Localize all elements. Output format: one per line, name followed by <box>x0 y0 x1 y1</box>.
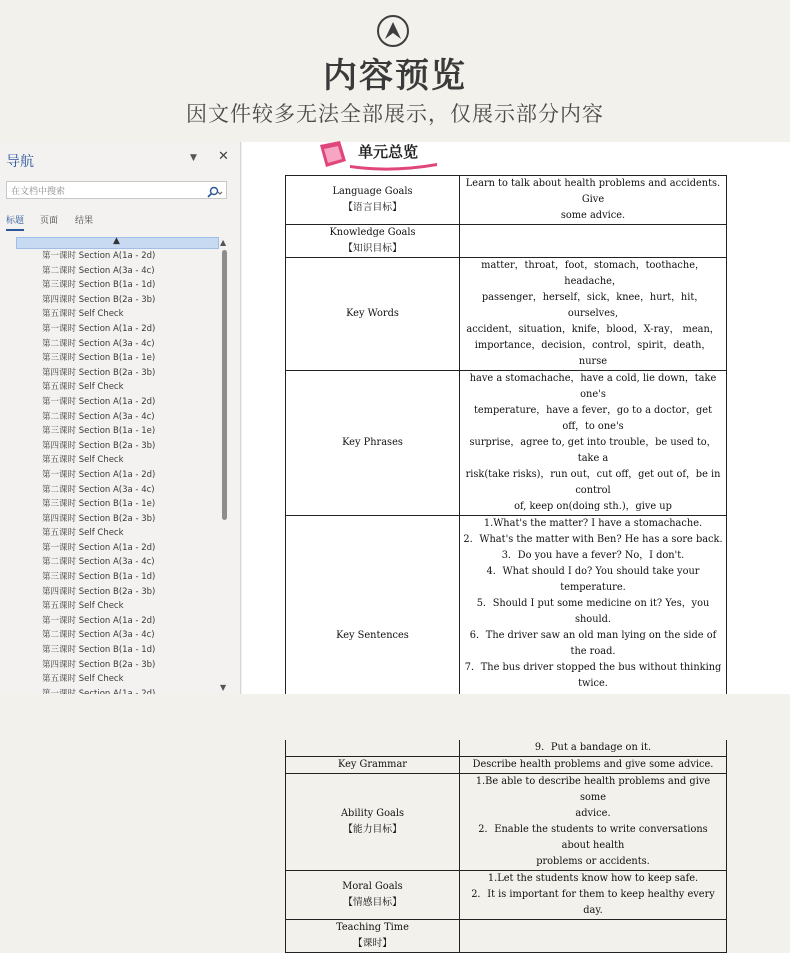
goal-content-text: importance，decision，control，spirit，death，nurse <box>474 340 712 367</box>
goal-label-text: Language Goals <box>332 186 413 197</box>
goal-label-text: 【能力目标】 <box>343 824 402 835</box>
table-row <box>286 371 727 516</box>
nav-heading-item[interactable]: 第三课时 Section B(1a - 1e) <box>42 426 156 437</box>
goal-label-text: Moral Goals <box>342 881 403 892</box>
goal-label-cell <box>286 920 460 953</box>
goal-content-text: have a stomachache，have a cold, lie down，take one's <box>469 373 717 400</box>
heading-list <box>16 237 219 697</box>
goal-label-text: 【课时】 <box>352 938 393 949</box>
goal-content-cell <box>460 176 727 225</box>
preview-header <box>0 0 790 140</box>
footer-band <box>0 694 790 740</box>
goal-content-text: 1.What's the matter? I have a stomachache. <box>483 518 703 529</box>
goal-content-text: 2．It is important for them to keep healthy every day. <box>471 889 715 916</box>
nav-heading-item[interactable]: 第五课时 Self Check <box>42 674 124 685</box>
page-title: 内容预览 <box>323 56 467 96</box>
goal-label-cell <box>286 371 460 516</box>
goal-content-cell <box>460 371 727 516</box>
goal-label-text: Key Phrases <box>342 437 403 448</box>
nav-heading-item[interactable]: 第四课时 Section B(2a - 3b) <box>42 294 156 305</box>
nav-heading-item[interactable]: 第五课时 Self Check <box>42 309 124 320</box>
nav-heading-item[interactable]: 第三课时 Section B(1a - 1d) <box>42 572 156 583</box>
goal-content-cell <box>460 774 727 871</box>
goal-content-text: temperature，have a fever，go to a doctor，get off，to one's <box>473 405 713 432</box>
goal-content-text: accident，situation，knife，blood，X-ray， mean， <box>466 324 720 335</box>
nav-heading-item[interactable]: 第二课时 Section A(3a - 4c) <box>42 557 155 568</box>
chevron-down-icon[interactable]: ▼ <box>190 153 197 163</box>
goal-content-text: 2．What's the matter with Ben? He has a sore back. <box>463 534 723 545</box>
goal-label-text: Knowledge Goals <box>329 227 416 238</box>
nav-heading-item[interactable]: 第四课时 Section B(2a - 3b) <box>42 513 156 524</box>
goal-content-text: 2．Enable the students to write conversations about health <box>478 824 708 851</box>
goal-label-text: Teaching Time <box>336 922 409 933</box>
nav-heading-item[interactable]: 第一课时 Section A(1a - 2d) <box>42 542 156 553</box>
nav-heading-item[interactable]: 第一课时 Section A(1a - 2d) <box>42 323 156 334</box>
goal-content-text: 1.Be able to describe health problems and give some <box>475 776 711 803</box>
unit-overview-banner: 单元总览 <box>358 143 419 161</box>
nav-heading-item[interactable]: 第五课时 Self Check <box>42 528 124 539</box>
goal-content-text: Learn to talk about health problems and accidents. Give <box>465 178 721 205</box>
search-icon[interactable] <box>206 184 222 197</box>
navigation-pane <box>0 142 241 694</box>
nav-heading-item[interactable]: 第四课时 Section B(2a - 3b) <box>42 367 156 378</box>
table-row <box>286 757 727 774</box>
goal-content-text: matter，throat，foot，stomach，toothache，headache， <box>481 260 705 287</box>
goal-label-text: Ability Goals <box>340 808 405 819</box>
scroll-up-icon[interactable]: ▲ <box>220 238 227 247</box>
tab-headings[interactable]: 标题 <box>6 213 24 231</box>
tab-pages[interactable]: 页面 <box>40 216 59 226</box>
goal-content-text: 1.Let the students know how to keep safe. <box>487 873 699 884</box>
goal-content-text: risk(take risks)，run out，cut off，get out of，be in control <box>465 469 721 496</box>
nav-heading-item[interactable]: 第一课时 Section A(1a - 2d) <box>42 251 156 261</box>
table-row <box>286 258 727 371</box>
goal-content-cell <box>460 757 727 774</box>
close-icon[interactable]: ✕ <box>218 149 229 164</box>
scroll-thumb[interactable] <box>222 250 227 520</box>
scroll-down-icon[interactable]: ▼ <box>220 683 227 692</box>
goals-table <box>285 175 727 953</box>
nav-heading-item[interactable]: 第一课时 Section A(1a - 2d) <box>42 396 156 407</box>
nav-heading-item[interactable]: 第二课时 Section A(3a - 4c) <box>42 411 155 422</box>
table-row <box>286 774 727 871</box>
table-row <box>286 176 727 225</box>
goal-label-text: Key Sentences <box>336 630 409 641</box>
nav-heading-item[interactable]: 第四课时 Section B(2a - 3b) <box>42 659 156 670</box>
goal-content-text: 5．Should I put some medicine on it? Yes，you should. <box>476 598 710 625</box>
collapse-heading[interactable] <box>16 237 219 249</box>
goal-content-text: problems or accidents. <box>536 856 650 867</box>
goal-label-text: 【知识目标】 <box>343 243 402 254</box>
goal-content-cell <box>460 871 727 920</box>
goal-content-text: 6．The driver saw an old man lying on the side of the road. <box>469 630 717 657</box>
nav-heading-item[interactable]: 第二课时 Section A(3a - 4c) <box>42 265 155 276</box>
nav-heading-item[interactable]: 第一课时 Section A(1a - 2d) <box>42 615 156 626</box>
nav-title: 导航 <box>6 154 34 170</box>
nav-heading-item[interactable]: 第五课时 Self Check <box>42 382 124 393</box>
goal-content-text: some advice. <box>560 210 626 221</box>
tab-results[interactable]: 结果 <box>75 216 94 226</box>
nav-heading-item[interactable]: 第四课时 Section B(2a - 3b) <box>42 440 156 451</box>
goal-label-text: Key Grammar <box>338 759 407 770</box>
table-row <box>286 920 727 953</box>
table-row <box>286 871 727 920</box>
goal-content-text: 4．What should I do? You should take your temperature. <box>486 566 700 593</box>
search-placeholder: 在文档中搜索 <box>11 187 66 197</box>
nav-heading-item[interactable]: 第五课时 Self Check <box>42 601 124 612</box>
nav-heading-item[interactable]: 第四课时 Section B(2a - 3b) <box>42 586 156 597</box>
nav-heading-item[interactable]: 第二课时 Section A(3a - 4c) <box>42 484 155 495</box>
goal-label-text: 【语言目标】 <box>343 202 402 213</box>
nav-heading-item[interactable]: 第二课时 Section A(3a - 4c) <box>42 630 155 641</box>
nav-heading-item[interactable]: 第三课时 Section B(1a - 1e) <box>42 353 156 364</box>
goal-label-cell <box>286 774 460 871</box>
goal-content-text: advice. <box>575 808 611 819</box>
nav-heading-item[interactable]: 第五课时 Self Check <box>42 455 124 466</box>
goal-content-text: surprise，agree to, get into trouble，be used to，take a <box>469 437 717 464</box>
goal-content-cell <box>460 258 727 371</box>
nav-heading-item[interactable]: 第三课时 Section B(1a - 1d) <box>42 645 156 656</box>
up-arrow-icon[interactable] <box>377 15 409 47</box>
goal-content-text: Describe health problems and give some advice. <box>472 759 714 770</box>
goal-content-text: 7．The bus driver stopped the bus without thinking twice. <box>464 662 722 689</box>
page-subtitle: 因文件较多无法全部展示，仅展示部分内容 <box>186 102 604 126</box>
nav-heading-item[interactable]: 第三课时 Section B(1a - 1e) <box>42 499 156 510</box>
goal-label-cell <box>286 225 460 258</box>
goal-content-text: 9．Put a bandage on it. <box>534 742 652 753</box>
nav-heading-item[interactable]: 第一课时 Section A(1a - 2d) <box>42 469 156 480</box>
goal-label-cell <box>286 258 460 371</box>
goal-label-cell <box>286 176 460 225</box>
goal-content-text: passenger，herself，sick，knee，hurt，hit，ourselves, <box>481 292 705 319</box>
goal-label-text: 【情感目标】 <box>343 897 402 908</box>
goal-label-cell <box>286 757 460 774</box>
goal-content-cell <box>460 920 727 953</box>
goal-label-text: Key Words <box>346 308 399 319</box>
nav-heading-item[interactable]: 第三课时 Section B(1a - 1d) <box>42 280 156 291</box>
table-row <box>286 225 727 258</box>
nav-heading-item[interactable]: 第二课时 Section A(3a - 4c) <box>42 338 155 349</box>
goal-content-cell <box>460 225 727 258</box>
goal-content-text: of, keep on(doing sth.)，give up <box>514 501 672 512</box>
scrollbar[interactable] <box>220 238 229 694</box>
goal-label-cell <box>286 871 460 920</box>
collapse-icon: ▲ <box>113 236 120 246</box>
search-input[interactable] <box>6 181 227 199</box>
goal-content-text: 3．Do you have a fever? No，I don't. <box>501 550 685 561</box>
